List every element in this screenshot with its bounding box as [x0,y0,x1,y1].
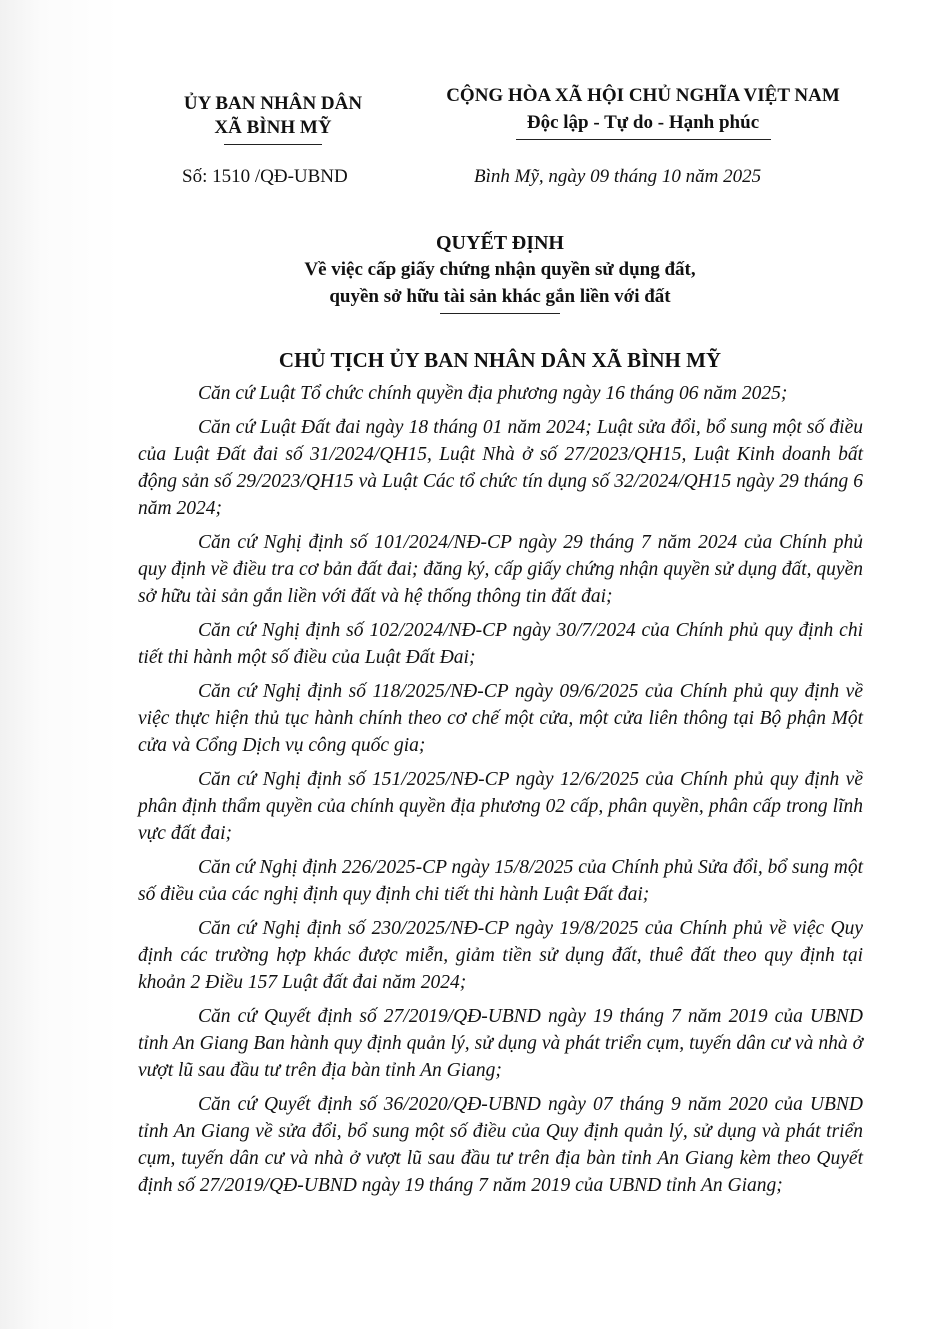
issuing-authority-header [158,92,388,145]
legal-basis-paragraph: Căn cứ Nghị định số 101/2024/NĐ-CP ngày 29 tháng 7 năm 2024 của Chính phủ quy định về điều tra cơ bản đất đai; đăng ký, cấp giấy chứng nhận quyền sử dụng đất, quyền sở hữu tài sản gắn liền với đất và hệ thống thông tin đất đai; [138,532,863,607]
signing-authority-heading: CHỦ TỊCH ỦY BAN NHÂN DÂN XÃ BÌNH MỸ [278,348,722,372]
national-header [408,82,878,140]
legal-basis-paragraph: Căn cứ Quyết định số 27/2019/QĐ-UBND ngày 19 tháng 7 năm 2019 của UBND tỉnh An Giang Ban hành quy định quản lý, sử dụng và phát triển cụm, tuyến dân cư và nhà ở vượt lũ sau đầu tư trên địa bàn tỉnh An Giang; [138,1006,863,1081]
decision-title: QUYẾT ĐỊNH [436,232,564,254]
motto-underline [516,139,771,140]
org-underline [224,144,322,145]
title-underline [440,313,560,314]
legal-basis-paragraph: Căn cứ Luật Tổ chức chính quyền địa phương ngày 16 tháng 06 năm 2025; [198,383,788,404]
org-line-1: ỦY BAN NHÂN DÂN [183,93,363,114]
document-number: Số: 1510 /QĐ-UBND [182,166,348,187]
legal-bases [138,380,863,1206]
legal-basis-paragraph: Căn cứ Nghị định 226/2025-CP ngày 15/8/2025 của Chính phủ Sửa đổi, bổ sung một số điều của các nghị định quy định chi tiết thi hành Luật Đất đai; [138,857,863,905]
legal-basis-paragraph: Căn cứ Quyết định số 36/2020/QĐ-UBND ngày 07 tháng 9 năm 2020 của UBND tỉnh An Giang về sửa đổi, bổ sung một số điều của Quy định quản lý, sử dụng và phát triển cụm, tuyến dân cư và nhà ở vượt lũ sau đầu tư trên địa bàn tỉnh An Giang kèm theo Quyết định số 27/2019/QĐ-UBND ngày 19 tháng 7 năm 2019 của UBND tỉnh An Giang; [138,1094,863,1196]
decision-subject-line-1: Về việc cấp giấy chứng nhận quyền sử dụng đất, [304,259,696,280]
legal-basis-paragraph: Căn cứ Nghị định số 118/2025/NĐ-CP ngày 09/6/2025 của Chính phủ quy định về việc thực hiện thủ tục hành chính theo cơ chế một cửa, một cửa liên thông tại Bộ phận Một cửa và Cổng Dịch vụ công quốc gia; [138,681,863,756]
decision-title-block [150,230,850,314]
national-motto: Độc lập - Tự do - Hạnh phúc [526,112,760,133]
decision-subject-line-2: quyền sở hữu tài sản khác gắn liền với đất [329,286,671,307]
legal-basis-paragraph: Căn cứ Nghị định số 102/2024/NĐ-CP ngày 30/7/2024 của Chính phủ quy định chi tiết thi hành một số điều của Luật Đất Đai; [138,620,863,668]
legal-basis-paragraph: Căn cứ Nghị định số 151/2025/NĐ-CP ngày 12/6/2025 của Chính phủ quy định về phân định thẩm quyền của chính quyền địa phương 02 cấp, phân quyền, phân cấp trong lĩnh vực đất đai; [138,769,863,844]
org-line-2: XÃ BÌNH MỸ [214,117,332,138]
country-name: CỘNG HÒA XÃ HỘI CHỦ NGHĨA VIỆT NAM [446,85,840,106]
legal-basis-paragraph: Căn cứ Luật Đất đai ngày 18 tháng 01 năm 2024; Luật sửa đổi, bổ sung một số điều của Luật Đất đai số 31/2024/QH15, Luật Nhà ở số 27/2023/QH15, Luật Kinh doanh bất động sản số 29/2023/QH15 và Luật Các tổ chức tín dụng số 32/2024/QH15 ngày 29 tháng 6 năm 2024; [138,417,863,519]
legal-basis-paragraph: Căn cứ Nghị định số 230/2025/NĐ-CP ngày 19/8/2025 của Chính phủ về việc Quy định các trường hợp khác được miễn, giảm tiền sử dụng đất, thuê đất theo quy định tại khoản 2 Điều 157 Luật đất đai năm 2024; [138,918,863,993]
place-and-date: Bình Mỹ, ngày 09 tháng 10 năm 2025 [474,166,762,187]
